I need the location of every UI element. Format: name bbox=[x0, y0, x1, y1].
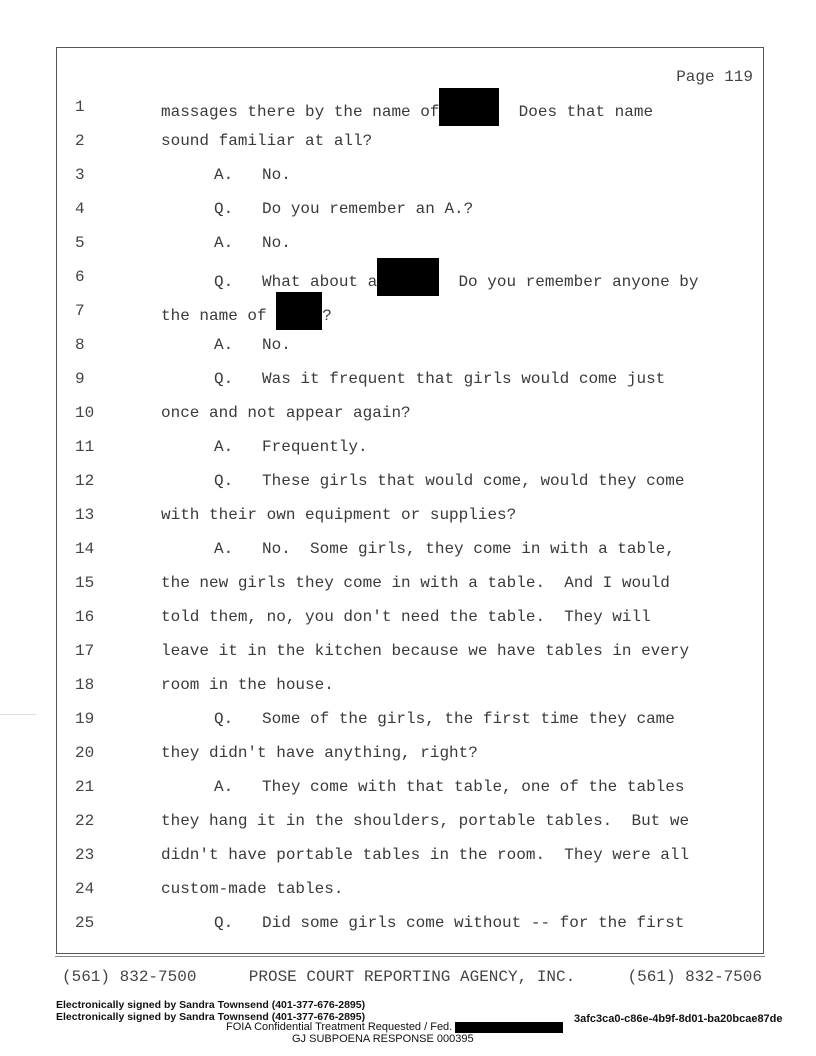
transcript-line bbox=[57, 336, 763, 358]
transcript-line bbox=[57, 812, 763, 834]
transcript-line bbox=[57, 370, 763, 392]
line-text bbox=[214, 914, 684, 932]
line-number: 6 bbox=[75, 268, 85, 286]
line-number: 5 bbox=[75, 234, 85, 252]
line-number: 13 bbox=[75, 506, 95, 524]
line-text bbox=[214, 438, 368, 456]
line-text-segment: massages there by the name of bbox=[161, 103, 440, 122]
line-number: 21 bbox=[75, 778, 95, 796]
line-text-segment: Do you remember anyone by bbox=[439, 273, 699, 292]
foia-notice-text: FOIA Confidential Treatment Requested / Fed. bbox=[226, 1021, 453, 1033]
transcript-line bbox=[57, 268, 763, 290]
line-text bbox=[161, 132, 372, 150]
line-text-segment: A. They come with that table, one of the tables bbox=[214, 778, 685, 796]
footer bbox=[62, 968, 762, 986]
line-number: 22 bbox=[75, 812, 95, 830]
transcript-line bbox=[57, 166, 763, 188]
redaction-box bbox=[377, 258, 439, 296]
line-number: 24 bbox=[75, 880, 95, 898]
line-number: 4 bbox=[75, 200, 85, 218]
line-text-segment: Q. Was it frequent that girls would come just bbox=[214, 370, 666, 388]
redaction-box bbox=[439, 88, 499, 126]
transcript-line bbox=[57, 234, 763, 256]
footer-agency: PROSE COURT REPORTING AGENCY, INC. bbox=[248, 968, 576, 986]
line-text bbox=[214, 336, 291, 354]
line-text-segment: Q. These girls that would come, would they come bbox=[214, 472, 685, 490]
line-text bbox=[214, 200, 473, 218]
line-text bbox=[161, 846, 689, 864]
line-number: 2 bbox=[75, 132, 85, 150]
line-text-segment: A. No. bbox=[214, 336, 291, 354]
transcript-line bbox=[57, 98, 763, 120]
line-text-segment: Q. Do you remember an A.? bbox=[214, 200, 474, 218]
transcript-line bbox=[57, 132, 763, 154]
transcript-line bbox=[57, 574, 763, 596]
line-text bbox=[214, 710, 675, 728]
signature-line-1: Electronically signed by Sandra Townsend (401-377-676-2895) bbox=[56, 999, 366, 1011]
line-number: 10 bbox=[75, 404, 95, 422]
line-text bbox=[161, 676, 334, 694]
line-text bbox=[161, 812, 689, 830]
line-text-segment: ? bbox=[322, 307, 332, 326]
foia-redaction bbox=[455, 1022, 563, 1033]
line-text bbox=[214, 540, 675, 558]
line-text-segment: Q. Did some girls come without -- for the first bbox=[214, 914, 685, 932]
line-text-segment: room in the house. bbox=[161, 676, 334, 694]
line-text bbox=[214, 166, 291, 184]
line-text-segment: with their own equipment or supplies? bbox=[161, 506, 517, 524]
line-number: 8 bbox=[75, 336, 85, 354]
bates-number: GJ SUBPOENA RESPONSE 000395 bbox=[292, 1033, 474, 1045]
redaction-box bbox=[276, 292, 322, 330]
line-text-segment: Does that name bbox=[499, 103, 654, 122]
transcript-line bbox=[57, 404, 763, 426]
line-text-segment: Q. What about a bbox=[214, 273, 378, 292]
signature-line-2: Electronically signed by Sandra Townsend (401-377-676-2895) bbox=[56, 1011, 366, 1023]
line-text-segment: A. No. bbox=[214, 234, 291, 252]
transcript-line bbox=[57, 676, 763, 698]
footer-left-phone: (561) 832-7500 bbox=[62, 968, 197, 986]
line-text bbox=[214, 778, 684, 796]
transcript-line bbox=[57, 710, 763, 732]
line-number: 20 bbox=[75, 744, 95, 762]
line-number: 15 bbox=[75, 574, 95, 592]
line-text-segment: the name of bbox=[161, 307, 277, 326]
line-number: 18 bbox=[75, 676, 95, 694]
line-text-segment: A. Frequently. bbox=[214, 438, 368, 456]
transcript-line bbox=[57, 846, 763, 868]
line-text bbox=[214, 472, 684, 490]
transcript-line bbox=[57, 540, 763, 562]
line-text bbox=[214, 370, 665, 388]
transcript-line bbox=[57, 880, 763, 902]
line-text bbox=[161, 744, 478, 762]
footer-right-phone: (561) 832-7506 bbox=[627, 968, 762, 986]
transcript-line bbox=[57, 778, 763, 800]
margin-mark bbox=[0, 714, 36, 715]
line-text-segment: A. No. Some girls, they come in with a table, bbox=[214, 540, 675, 558]
line-number: 19 bbox=[75, 710, 95, 728]
document-hash: 3afc3ca0-c86e-4b9f-8d01-ba20bcae87de bbox=[574, 1013, 783, 1025]
line-number: 14 bbox=[75, 540, 95, 558]
line-text bbox=[161, 880, 343, 898]
line-number: 17 bbox=[75, 642, 95, 660]
line-number: 25 bbox=[75, 914, 95, 932]
line-number: 1 bbox=[75, 98, 85, 116]
transcript-line bbox=[57, 642, 763, 664]
line-text-segment: they hang it in the shoulders, portable tables. But we bbox=[161, 812, 690, 830]
transcript-line bbox=[57, 472, 763, 494]
line-number: 3 bbox=[75, 166, 85, 184]
foia-notice bbox=[226, 1021, 563, 1033]
line-number: 16 bbox=[75, 608, 95, 626]
line-text bbox=[161, 302, 332, 330]
line-text-segment: leave it in the kitchen because we have tables in every bbox=[161, 642, 690, 660]
line-text bbox=[161, 98, 653, 126]
line-text-segment: sound familiar at all? bbox=[161, 132, 373, 150]
line-text bbox=[161, 574, 670, 592]
transcript-line bbox=[57, 744, 763, 766]
transcript-line bbox=[57, 608, 763, 630]
line-text-segment: A. No. bbox=[214, 166, 291, 184]
page-number: Page 119 bbox=[676, 68, 753, 86]
line-text bbox=[161, 506, 516, 524]
line-text-segment: Q. Some of the girls, the first time they came bbox=[214, 710, 675, 728]
line-text-segment: once and not appear again? bbox=[161, 404, 411, 422]
line-number: 23 bbox=[75, 846, 95, 864]
line-text-segment: the new girls they come in with a table. And I would bbox=[161, 574, 670, 592]
line-text bbox=[214, 234, 291, 252]
line-text-segment: they didn't have anything, right? bbox=[161, 744, 478, 762]
line-text-segment: told them, no, you don't need the table. They will bbox=[161, 608, 651, 626]
transcript-page bbox=[56, 47, 764, 954]
transcript-line bbox=[57, 914, 763, 936]
transcript-line bbox=[57, 506, 763, 528]
line-number: 12 bbox=[75, 472, 95, 490]
line-text bbox=[161, 404, 411, 422]
transcript-line bbox=[57, 302, 763, 324]
transcript-line bbox=[57, 200, 763, 222]
line-text bbox=[161, 642, 689, 660]
line-number: 9 bbox=[75, 370, 85, 388]
transcript-line bbox=[57, 438, 763, 460]
line-number: 7 bbox=[75, 302, 85, 320]
line-text bbox=[161, 608, 651, 626]
line-text-segment: didn't have portable tables in the room. They were all bbox=[161, 846, 690, 864]
line-text-segment: custom-made tables. bbox=[161, 880, 344, 898]
line-number: 11 bbox=[75, 438, 95, 456]
